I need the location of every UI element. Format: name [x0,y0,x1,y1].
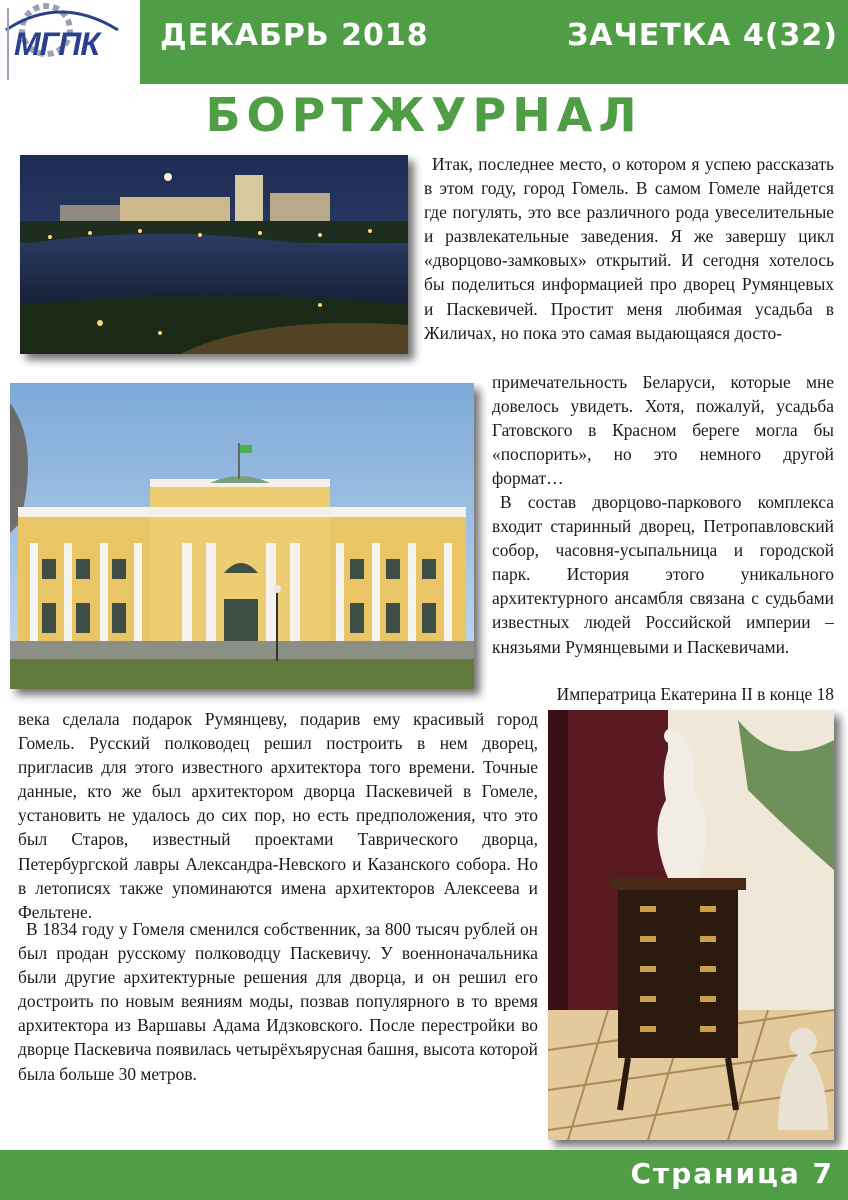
section-title: БОРТЖУРНАЛ [205,88,643,142]
night-city-photo [20,155,408,354]
statue-cabinet-photo [548,710,834,1140]
logo-text: МГПК [14,26,99,62]
issue-number: ЗАЧЕТКА 4(32) [567,18,838,53]
palace-photo [10,383,474,689]
paragraph-4-text: В 1834 году у Гомеля сменился собственник, за 800 тысяч рублей он был продан русскому полководцу Паскевичу. У военноначальника были другие архитектурные решения для дворца, и он решил его достроить по новым веяниям моды, позвав популярного в то время архитектора из Варшавы Адама Идзковского. После перестройки во дворце Паскевича появилась четырёхъярусная башня, высота которой была больше 30 метров. [18,919,538,1084]
paragraph-1-text: Итак, последнее место, о котором я успею рассказать в этом году, город Гомель. В самом Гомеле найдется где погулять, это все различного рода увеселительные и развлекательные заведения. Я же завершу цикл «дворцово-замковых» открытий. И сегодня хотелось бы поделиться информацией про дворец Румянцевых и Паскевичей. Простит меня любимая усадьба в Жиличах, но пока это самая выдающаяся досто- [424,154,834,343]
paragraph-3 [18,707,538,924]
paragraph-3-text: века сделала подарок Румянцеву, подарив ему красивый город Гомель. Русский полководец решил построить в нем дворец, пригласив для этого известного архитектора того времени. Точные данные, кто же был архитектором дворца Паскевичей в Гомеле, установить не удалось до сих пор, но есть предположения, что это был Старов, известный проектами Таврического дворца, Петербургской лавры Александра-Невского и Казанского собора. Но в летописях также упоминаются имена архитекторов Алексеева и Фельтене. [18,709,538,922]
logo-block [0,0,140,84]
paragraph-2-text: В состав дворцово-паркового комплекса входит старинный дворец, Петропавловский собор, часовня-усыпальница и городской парк. История этого уникального архитектурного ансамбля связана с судьбами известных людей Российской империи – князьями Румянцевыми и Паскевичами. [492,492,834,657]
issue-date: ДЕКАБРЬ 2018 [160,18,429,53]
paragraph-1 [424,152,834,345]
paragraph-4 [18,917,538,1086]
paragraph-1-continued-text: примечательность Беларуси, которые мне довелось увидеть. Хотя, пожалуй, усадьба Гатовского в Красном береге могла бы «поспорить», но это немного другой формат… [492,372,834,489]
paragraph-3-start [492,682,834,706]
page-number-label: Страница 7 [630,1157,834,1190]
paragraph-2 [492,490,834,659]
paragraph-3-start-text: Императрица Екатерина II в конце 18 [556,684,834,704]
paragraph-1-continued [492,370,834,490]
